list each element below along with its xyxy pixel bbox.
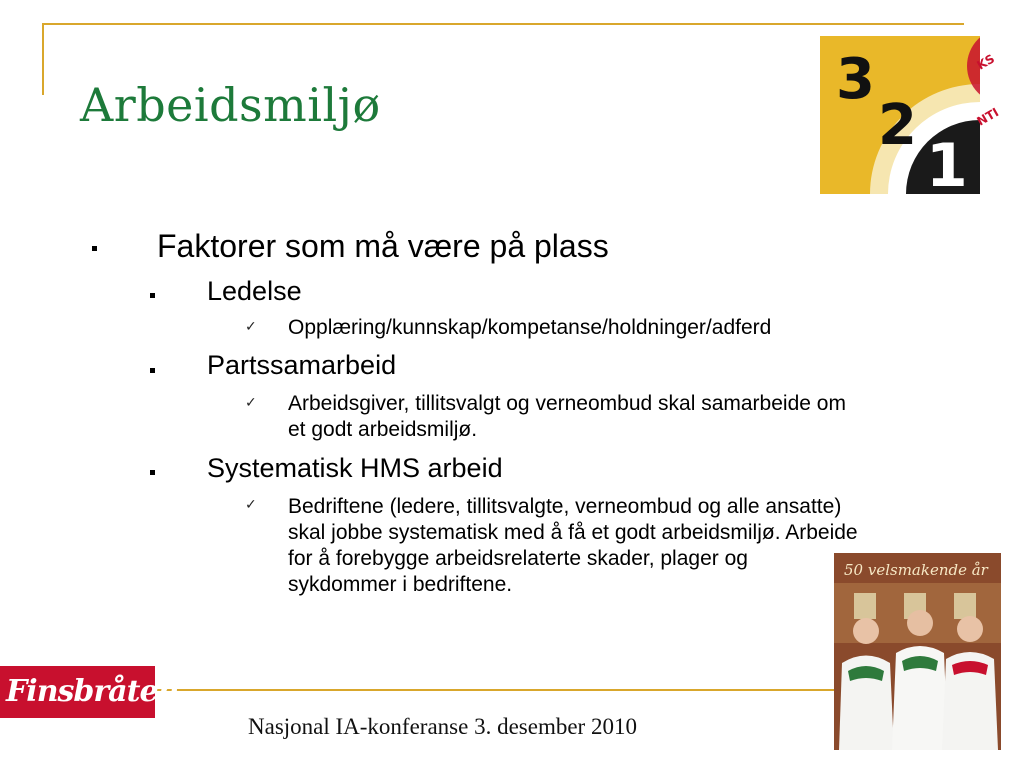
photo-caption: 50 velsmakende år xyxy=(844,561,988,579)
svg-text:NTI: NTI xyxy=(974,105,1002,129)
bullet-square-icon xyxy=(92,246,97,251)
finsbraten-logo xyxy=(0,666,179,718)
hms-detail-line-3: for å forebygge arbeidsrelaterte skader, plager og xyxy=(288,547,748,570)
staff-photo-illustration xyxy=(834,553,1001,750)
checkmark-icon: ✓ xyxy=(245,497,257,513)
bullet-ledelse: Ledelse xyxy=(207,276,302,306)
slide-footer: Nasjonal IA-konferanse 3. desember 2010 xyxy=(248,714,637,739)
bullet-partssamarbeid: Partssamarbeid xyxy=(207,350,397,380)
svg-text:KS: KS xyxy=(974,51,998,73)
bullet-square-icon xyxy=(150,470,155,475)
logo-number-2: 2 xyxy=(878,93,917,158)
ledelse-detail: Opplæring/kunnskap/kompetanse/holdninger/adferd xyxy=(288,316,772,339)
hms-detail-line-2: skal jobbe systematisk med å få et godt arbeidsmiljø. Arbeide xyxy=(288,521,858,544)
finsbraten-logo-text: Finsbråten xyxy=(6,674,179,709)
checkmark-icon: ✓ xyxy=(245,319,257,335)
main-bullet: Faktorer som må være på plass xyxy=(157,228,609,264)
slide-title: Arbeidsmiljø xyxy=(80,78,381,132)
hms-detail-line-1: Bedriftene (ledere, tillitsvalgte, verneombud og alle ansatte) xyxy=(288,495,842,518)
parts-detail-line-2: et godt arbeidsmiljø. xyxy=(288,418,478,441)
bullet-square-icon xyxy=(150,368,155,373)
staff-photo xyxy=(834,553,1001,750)
logo-number-3: 3 xyxy=(836,47,875,112)
parts-detail-line-1: Arbeidsgiver, tillitsvalgt og verneombud skal samarbeide om xyxy=(288,392,846,415)
logo-number-1: 1 xyxy=(926,131,968,194)
bullet-systematisk-hms: Systematisk HMS arbeid xyxy=(207,453,503,483)
checkmark-icon: ✓ xyxy=(245,395,257,411)
bullet-square-icon xyxy=(150,293,155,298)
hms-detail-line-4: sykdommer i bedriftene. xyxy=(288,573,513,596)
